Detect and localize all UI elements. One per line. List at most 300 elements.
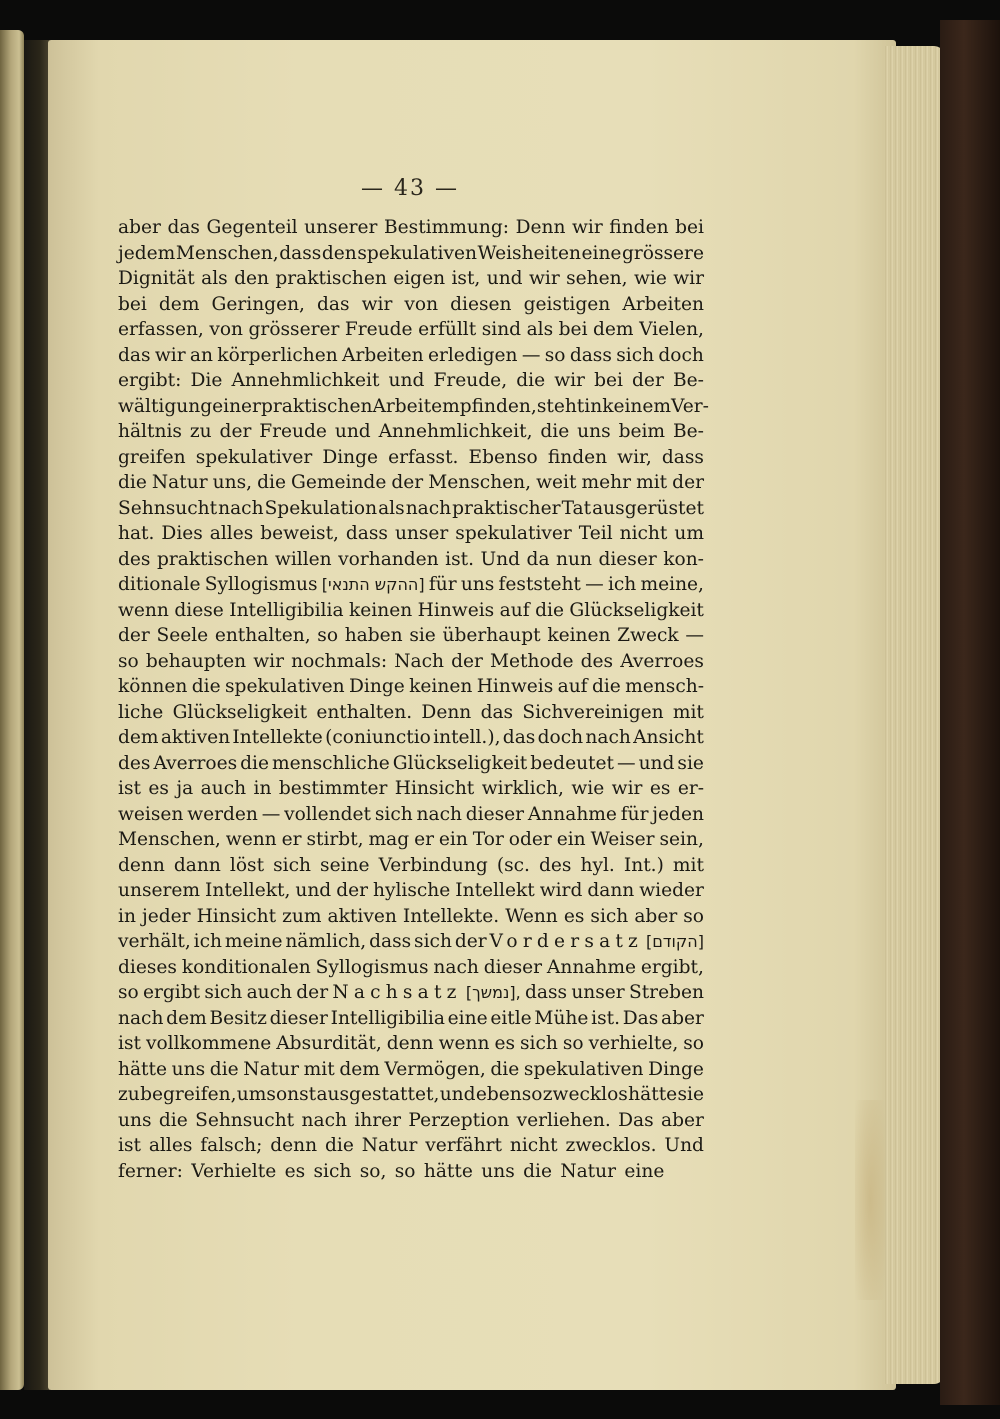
text-line bbox=[118, 394, 709, 420]
word: keinen bbox=[547, 625, 611, 646]
word: finden bbox=[609, 217, 669, 238]
word: uns bbox=[460, 574, 495, 595]
word: Intelligibilia bbox=[229, 599, 344, 621]
word: nicht bbox=[509, 1135, 558, 1156]
word: keinen bbox=[349, 599, 413, 621]
word: nochmals: bbox=[291, 650, 388, 672]
word: eine bbox=[447, 1007, 488, 1029]
word: meine bbox=[224, 931, 283, 952]
word: mit bbox=[672, 701, 704, 723]
word: so bbox=[317, 625, 339, 646]
word: nach bbox=[301, 1109, 347, 1131]
word: wirklich, bbox=[481, 778, 564, 799]
word: konditionalen bbox=[181, 956, 311, 978]
word: ergibt, bbox=[640, 956, 704, 978]
book-gutter bbox=[24, 40, 50, 1390]
word: geistigen bbox=[523, 293, 611, 315]
text-line bbox=[118, 649, 704, 675]
word: als bbox=[378, 497, 405, 519]
word: wir bbox=[253, 650, 284, 672]
word: oder bbox=[508, 829, 552, 850]
word: die bbox=[490, 1058, 520, 1080]
word: Natur bbox=[243, 1058, 299, 1080]
word: liche bbox=[118, 701, 164, 723]
word: ist. bbox=[591, 1007, 620, 1029]
word: der bbox=[296, 982, 329, 1003]
word: er bbox=[281, 829, 302, 850]
word: verhält, bbox=[118, 931, 191, 952]
word: zu bbox=[118, 1084, 140, 1105]
word: mit bbox=[636, 472, 668, 493]
word: das bbox=[167, 217, 200, 238]
text-line bbox=[118, 776, 704, 802]
word: mag bbox=[368, 829, 410, 850]
word: sich bbox=[414, 931, 452, 952]
text-line bbox=[118, 904, 704, 930]
word: aber bbox=[661, 1109, 704, 1131]
word: meine, bbox=[640, 574, 704, 595]
word: sich bbox=[204, 982, 243, 1003]
word: dann bbox=[173, 854, 221, 876]
word: der bbox=[391, 472, 424, 493]
word: wie bbox=[571, 778, 605, 799]
word: auf bbox=[557, 676, 588, 697]
word: das bbox=[118, 344, 151, 366]
word: uns bbox=[118, 1109, 152, 1131]
word: es bbox=[284, 1160, 306, 1182]
word: beim bbox=[618, 421, 666, 442]
word: kon- bbox=[663, 548, 704, 570]
word: Denn bbox=[515, 217, 566, 238]
word: ditionale bbox=[118, 574, 201, 595]
text-line bbox=[118, 1159, 704, 1185]
word: Und bbox=[480, 548, 521, 570]
word: Glückseligkeit bbox=[569, 599, 704, 621]
word: ich bbox=[193, 931, 223, 952]
word: ein bbox=[438, 829, 468, 850]
word: dem bbox=[166, 1007, 207, 1029]
word: uns bbox=[481, 1160, 515, 1182]
word: dieser bbox=[269, 1007, 328, 1029]
text-line bbox=[118, 1082, 704, 1108]
word: ja bbox=[176, 778, 194, 799]
word: stirbt, bbox=[306, 829, 364, 850]
word: feststeht bbox=[498, 574, 581, 595]
word: von bbox=[209, 319, 244, 340]
word: wir bbox=[154, 344, 186, 366]
word: die bbox=[591, 676, 621, 697]
word: Spekulation bbox=[264, 497, 378, 519]
word: Natur bbox=[361, 1135, 418, 1156]
text-line bbox=[118, 521, 704, 547]
word: Freude bbox=[259, 421, 327, 442]
word: dass bbox=[524, 982, 568, 1003]
word: körperlichen bbox=[217, 344, 338, 366]
word: vollendet bbox=[284, 803, 372, 825]
word: spekulativen bbox=[225, 676, 345, 697]
word: greifen bbox=[118, 446, 186, 468]
word: Dinge bbox=[349, 676, 405, 697]
word: hylische bbox=[372, 880, 451, 901]
text-line bbox=[118, 241, 704, 267]
word: Menschen, bbox=[118, 829, 221, 850]
text-line bbox=[118, 317, 704, 343]
word: Verbindung bbox=[378, 854, 488, 876]
word: — bbox=[521, 344, 541, 366]
word: bestimmter bbox=[278, 778, 388, 799]
word: die bbox=[240, 752, 269, 774]
word: bei bbox=[594, 370, 623, 391]
word: Hinweis bbox=[417, 599, 495, 621]
word: so bbox=[394, 1160, 416, 1182]
word: den bbox=[234, 268, 269, 289]
word: aktiven bbox=[327, 905, 397, 927]
word: grössere bbox=[621, 242, 704, 264]
word: Und bbox=[664, 1135, 704, 1156]
word: die bbox=[523, 1160, 552, 1182]
word: enthalten, bbox=[214, 625, 311, 646]
word: wird bbox=[539, 880, 583, 901]
word: dieses bbox=[118, 956, 177, 978]
word: Hinweis bbox=[476, 676, 554, 697]
word: Vordersatz bbox=[489, 931, 644, 952]
word: bei bbox=[558, 319, 588, 340]
word: Sehnsucht bbox=[118, 497, 218, 519]
word: und bbox=[486, 268, 523, 289]
word: Arbeiten bbox=[342, 344, 424, 366]
word: dass bbox=[279, 242, 322, 264]
word: sehen, bbox=[566, 268, 628, 289]
word: Annahme bbox=[546, 956, 636, 978]
word: Menschen, bbox=[175, 242, 279, 264]
text-line bbox=[118, 445, 704, 471]
word: ist bbox=[118, 1033, 141, 1054]
word: Zweck bbox=[617, 625, 679, 646]
word: zu bbox=[189, 421, 212, 442]
word: Das bbox=[618, 1109, 654, 1131]
word: [ההקש התנאי] bbox=[321, 575, 425, 594]
word: und bbox=[295, 880, 332, 901]
word: Weisheiten bbox=[477, 242, 581, 264]
word: so, bbox=[359, 1160, 387, 1182]
word: Die bbox=[190, 370, 223, 391]
text-line bbox=[118, 955, 704, 981]
word: dieser bbox=[598, 548, 657, 570]
word: finden bbox=[547, 446, 608, 468]
word: uns bbox=[577, 421, 611, 442]
word: sich bbox=[374, 803, 413, 825]
word: so bbox=[118, 650, 139, 672]
word: praktischen bbox=[156, 548, 269, 570]
word: menschliche bbox=[271, 752, 390, 774]
word: können bbox=[118, 676, 188, 697]
word: vollkommene bbox=[145, 1033, 272, 1054]
word: Verhielte bbox=[191, 1160, 277, 1182]
word: Besitz bbox=[209, 1007, 267, 1029]
word: Natur bbox=[560, 1160, 617, 1182]
word: es bbox=[148, 778, 169, 799]
word: jedem bbox=[118, 242, 176, 264]
word: zwecklos. bbox=[565, 1135, 657, 1156]
word: dann bbox=[587, 880, 635, 901]
word: des bbox=[118, 548, 151, 570]
word: Glückseligkeit bbox=[392, 752, 528, 774]
word: bedeutet bbox=[530, 752, 615, 774]
word: Intellekt, bbox=[205, 880, 291, 901]
word: Annehmlichkeit, bbox=[378, 421, 533, 442]
word: mehr bbox=[581, 472, 632, 493]
word: sie bbox=[677, 1084, 704, 1105]
word: Absurdität, bbox=[276, 1033, 382, 1054]
word: die bbox=[257, 472, 286, 493]
word: Annehmlichkeit bbox=[231, 370, 380, 391]
word: (sc. bbox=[496, 854, 530, 876]
page-stack-edge bbox=[884, 46, 944, 1384]
word: ein bbox=[556, 829, 586, 850]
page-number: — 43 — bbox=[361, 176, 459, 201]
text-line bbox=[118, 572, 704, 598]
word: die bbox=[535, 599, 564, 621]
word: Intellekte. bbox=[402, 905, 500, 927]
word: sind bbox=[481, 319, 522, 340]
word: Hinsicht bbox=[196, 905, 277, 927]
word: nicht bbox=[619, 523, 668, 544]
word: alles bbox=[209, 523, 254, 544]
word: mit bbox=[303, 1058, 335, 1080]
word: des bbox=[118, 752, 151, 774]
word: praktischer bbox=[452, 497, 561, 519]
word: unser bbox=[394, 523, 449, 544]
word: als bbox=[201, 268, 228, 289]
word: Hinsicht bbox=[394, 778, 475, 799]
text-line bbox=[118, 598, 704, 624]
word: ich bbox=[607, 574, 637, 595]
word: Geringen, bbox=[211, 293, 305, 315]
page-stain bbox=[855, 1100, 885, 1300]
word: uns bbox=[171, 1058, 206, 1080]
word: ferner: bbox=[118, 1160, 183, 1182]
word: dem bbox=[118, 727, 159, 748]
word: und bbox=[439, 1084, 476, 1105]
word: dem bbox=[339, 1058, 380, 1080]
word: Ansicht bbox=[633, 727, 704, 748]
word: praktischen bbox=[260, 395, 373, 417]
word: aktiven bbox=[160, 727, 231, 748]
word: Be- bbox=[672, 421, 704, 442]
word: Arbeit bbox=[372, 395, 432, 417]
word: nun bbox=[556, 548, 592, 570]
word: wie bbox=[633, 268, 667, 289]
word: — bbox=[261, 803, 281, 825]
word: Be- bbox=[672, 370, 704, 391]
word: erledigen bbox=[427, 344, 518, 366]
word: Dinge bbox=[648, 1058, 704, 1080]
word: wir bbox=[673, 268, 704, 289]
word: löst bbox=[229, 854, 265, 876]
text-line bbox=[118, 1031, 704, 1057]
word: sich bbox=[616, 344, 655, 366]
text-line bbox=[118, 496, 704, 522]
word: steht bbox=[536, 395, 585, 417]
word: der bbox=[632, 370, 664, 391]
word: nach bbox=[416, 803, 462, 825]
word: Freude bbox=[344, 319, 413, 340]
word: hat. bbox=[118, 523, 155, 544]
word: Teil bbox=[578, 523, 613, 544]
word: als bbox=[526, 319, 554, 340]
word: Sichvereinigen bbox=[522, 701, 664, 723]
word: des bbox=[539, 854, 572, 876]
word: uns, bbox=[212, 472, 253, 493]
word: Das bbox=[622, 1007, 659, 1029]
word: Averroes bbox=[153, 752, 238, 774]
word: es bbox=[563, 905, 585, 927]
word: dass bbox=[345, 523, 388, 544]
word: Wenn bbox=[505, 905, 558, 927]
word: Sehnsucht bbox=[195, 1109, 295, 1131]
word: in bbox=[253, 778, 272, 799]
word: dass bbox=[369, 931, 412, 952]
word: Mühe bbox=[534, 1007, 589, 1029]
word: spekulativer bbox=[455, 523, 572, 544]
word: diesen bbox=[450, 293, 512, 315]
word: das bbox=[317, 293, 350, 315]
word: wir, bbox=[617, 446, 652, 468]
word: eitle bbox=[490, 1007, 532, 1029]
text-line bbox=[118, 725, 704, 751]
word: doch bbox=[658, 344, 704, 366]
word: die bbox=[516, 370, 546, 391]
word: hätte bbox=[423, 1160, 473, 1182]
word: Nachsatz bbox=[332, 982, 462, 1003]
word: — bbox=[617, 752, 636, 774]
word: des bbox=[580, 650, 614, 672]
word: ist. bbox=[445, 548, 475, 570]
word: wir bbox=[611, 778, 643, 799]
word: Vielen, bbox=[639, 319, 704, 340]
word: hältnis bbox=[118, 421, 182, 442]
word: jeder bbox=[141, 905, 191, 927]
word: nach bbox=[118, 1007, 164, 1029]
word: Perzeption bbox=[408, 1109, 510, 1131]
text-line bbox=[118, 700, 704, 726]
word: Nach bbox=[394, 650, 444, 672]
word: verliehen. bbox=[516, 1109, 611, 1131]
word: so bbox=[118, 982, 139, 1003]
word: empfinden, bbox=[431, 395, 537, 417]
word: da bbox=[526, 548, 550, 570]
text-line bbox=[118, 1133, 704, 1159]
word: und bbox=[334, 421, 371, 442]
word: Bestimmung: bbox=[384, 217, 510, 238]
word: denn bbox=[118, 854, 165, 876]
word: sich bbox=[590, 905, 629, 927]
word: ebenso bbox=[475, 1084, 543, 1105]
word: Intelligibilia bbox=[330, 1007, 445, 1029]
word: hätte bbox=[628, 1084, 678, 1105]
word: diese bbox=[174, 599, 224, 621]
word: Dinge bbox=[322, 446, 379, 468]
word: von bbox=[404, 293, 439, 315]
word: praktischen bbox=[275, 268, 387, 289]
text-line bbox=[118, 1057, 704, 1083]
word: das bbox=[502, 727, 536, 748]
word: sich bbox=[520, 1033, 558, 1054]
word: Averroes bbox=[620, 650, 704, 672]
word: ist bbox=[118, 1135, 141, 1156]
text-line bbox=[118, 674, 704, 700]
word: der bbox=[672, 472, 704, 493]
text-line bbox=[118, 878, 704, 904]
word: überhaupt bbox=[442, 625, 541, 646]
word: ausgerüstet bbox=[592, 497, 704, 519]
word: so bbox=[683, 1033, 704, 1054]
word: sich bbox=[313, 1160, 352, 1182]
word: (coniunctio bbox=[325, 727, 431, 748]
word: nach bbox=[218, 497, 264, 519]
word: wenn bbox=[438, 1033, 490, 1054]
word: Weiser bbox=[590, 829, 655, 850]
word: eine bbox=[581, 242, 622, 264]
word: der bbox=[451, 650, 483, 672]
word: dass bbox=[569, 344, 612, 366]
left-page-edge bbox=[0, 30, 24, 1390]
word: nach bbox=[585, 727, 631, 748]
text-line bbox=[118, 547, 704, 573]
word: jeden bbox=[652, 803, 704, 825]
word: dem bbox=[158, 293, 200, 315]
text-line bbox=[118, 751, 704, 777]
word: Glückseligkeit bbox=[172, 701, 308, 723]
word: ergibt bbox=[143, 982, 201, 1003]
word: und bbox=[638, 752, 675, 774]
word: mensch- bbox=[625, 676, 704, 697]
text-line bbox=[118, 292, 704, 318]
word: umsonst bbox=[236, 1084, 317, 1105]
word: erfüllt bbox=[418, 319, 477, 340]
word: ausgestattet, bbox=[316, 1084, 440, 1105]
word: dass bbox=[661, 446, 704, 468]
word: Ebenso bbox=[468, 446, 538, 468]
word: keinen bbox=[409, 676, 473, 697]
word: die bbox=[209, 1058, 239, 1080]
word: Menschen, bbox=[428, 472, 532, 493]
word: ihrer bbox=[354, 1109, 402, 1131]
text-line bbox=[118, 980, 704, 1006]
word: Streben bbox=[628, 982, 704, 1003]
word: so bbox=[683, 905, 704, 927]
word: er- bbox=[677, 778, 704, 799]
word: wenn bbox=[225, 829, 277, 850]
word: einer bbox=[212, 395, 261, 417]
text-line bbox=[118, 1006, 704, 1032]
word: denn bbox=[386, 1033, 434, 1054]
word: willen bbox=[274, 548, 332, 570]
word: spekulativer bbox=[195, 446, 313, 468]
word: grösserer bbox=[248, 319, 340, 340]
word: sein, bbox=[659, 829, 704, 850]
word: sie bbox=[677, 752, 704, 774]
word: Syllogismus bbox=[204, 574, 318, 595]
word: verhielte, bbox=[588, 1033, 679, 1054]
text-line bbox=[118, 827, 704, 853]
word: enthalten. bbox=[316, 701, 413, 723]
word: unserer bbox=[304, 217, 378, 238]
text-line bbox=[118, 343, 704, 369]
text-line bbox=[118, 802, 704, 828]
word: Syllogismus bbox=[315, 956, 429, 978]
word: seine bbox=[320, 854, 370, 876]
